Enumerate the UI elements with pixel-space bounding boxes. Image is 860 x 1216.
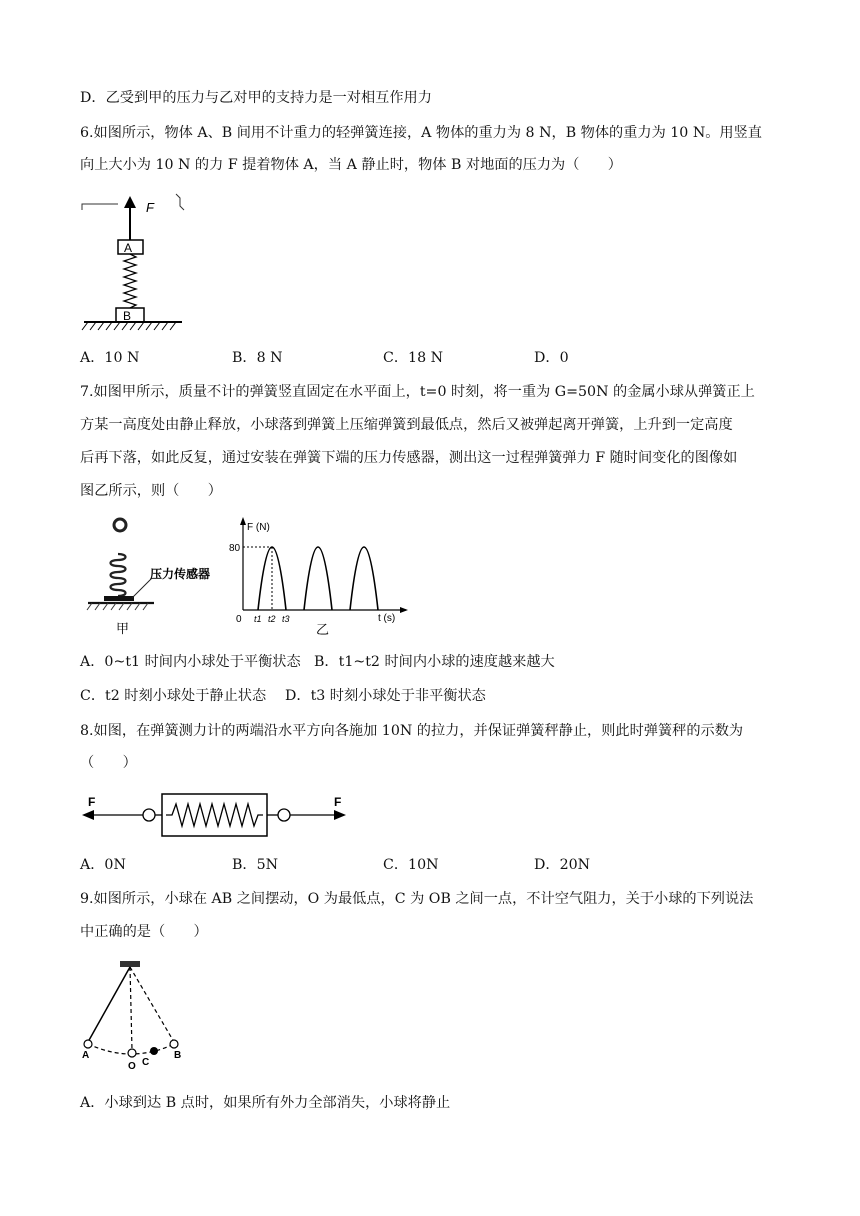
q8-option-d: D．20N: [534, 857, 591, 873]
q6-figure: [80, 190, 220, 335]
q8-stem-line1: 8.如图，在弹簧测力计的两端沿水平方向各施加 10N 的拉力，并保证弹簧秤静止，则此时弹簧秤的示数为: [80, 723, 744, 739]
t3-label: t3: [282, 614, 290, 624]
y-tick-80: 80: [229, 543, 241, 554]
left-force-label: F: [88, 795, 96, 809]
q9-figure: [78, 958, 198, 1078]
peak-2: [304, 547, 332, 610]
t2-label: t2: [268, 614, 276, 624]
q8-stem-line2: （ ）: [80, 755, 137, 771]
point-b: [170, 1040, 178, 1048]
q7-option-a: A．0~t1 时间内小球处于平衡状态: [80, 654, 301, 670]
q7-stem-line1: 7.如图甲所示，质量不计的弹簧竖直固定在水平面上，t=0 时刻，将一重为 G=50N 的金属小球从弹簧正上: [80, 384, 755, 400]
q8-option-a: A．0N: [80, 857, 126, 873]
peak-3: [350, 547, 378, 610]
block-b-label: B: [123, 309, 132, 323]
label-c: C: [142, 1057, 150, 1068]
q8-option-c: C．10N: [383, 857, 439, 873]
point-o: [128, 1049, 136, 1057]
q7-figure-right: [228, 514, 413, 638]
q5-option-d: D．乙受到甲的压力与乙对甲的支持力是一对相互作用力: [80, 90, 432, 106]
q6-option-d: D．0: [534, 350, 569, 366]
block-a-label: A: [124, 241, 133, 255]
label-a: A: [82, 1050, 90, 1061]
q9-stem-line1: 9.如图所示，小球在 AB 之间摆动，O 为最低点，C 为 OB 之间一点，不计空气阻力，关于小球的下列说法: [80, 891, 754, 907]
caption-yi: 乙: [316, 622, 330, 637]
pressure-sensor: [104, 596, 134, 601]
t1-label: t1: [254, 614, 262, 624]
q7-option-b: B．t1~t2 时间内小球的速度越来越大: [314, 654, 555, 670]
q6-option-c: C．18 N: [383, 350, 444, 366]
point-a: [84, 1040, 92, 1048]
spring: [124, 254, 136, 308]
y-axis-label: F (N): [247, 522, 270, 533]
force-label: F: [146, 200, 154, 215]
x-axis-label: t (s): [378, 613, 396, 624]
q6-stem-line1: 6.如图所示，物体 A、B 间用不计重力的轻弹簧连接，A 物体的重力为 8 N，B 物体的重力为 10 N。用竖直: [80, 125, 762, 141]
spring: [111, 554, 126, 596]
string: [88, 967, 130, 1042]
caption-jia: 甲: [116, 621, 130, 636]
label-o: O: [128, 1061, 136, 1072]
q7-option-d: D．t3 时刻小球处于非平衡状态: [285, 688, 486, 704]
q8-option-b: B．5N: [232, 857, 279, 873]
q7-stem-line4: 图乙所示，则（ ）: [80, 483, 222, 499]
q7-stem-line3: 后再下落，如此反复，通过安装在弹簧下端的压力传感器，测出这一过程弹簧弹力 F 随时间变化的图像如: [80, 450, 738, 466]
q9-option-a: A．小球到达 B 点时，如果所有外力全部消失，小球将静止: [80, 1095, 451, 1111]
q8-figure: [82, 788, 352, 838]
point-c-ball: [150, 1047, 158, 1055]
right-force-label: F: [334, 795, 342, 809]
q6-option-a: A．10 N: [80, 350, 140, 366]
label-b: B: [174, 1050, 182, 1061]
q6-stem-line2: 向上大小为 10 N 的力 F 提着物体 A，当 A 静止时，物体 B 对地面的压力为（ ）: [80, 157, 622, 173]
q7-stem-line2: 方某一高度处由静止释放，小球落到弹簧上压缩弹簧到最低点，然后又被弹起离开弹簧，上升到一定高度: [80, 417, 733, 433]
sensor-label: 压力传感器: [150, 567, 211, 581]
ball: [114, 519, 126, 531]
q9-stem-line2: 中正确的是（ ）: [80, 924, 208, 940]
q7-figure-left: [82, 512, 222, 640]
q7-option-c: C．t2 时刻小球处于静止状态: [80, 688, 267, 704]
q6-option-b: B．8 N: [232, 350, 283, 366]
origin-label: 0: [236, 614, 242, 625]
pivot: [120, 961, 140, 967]
